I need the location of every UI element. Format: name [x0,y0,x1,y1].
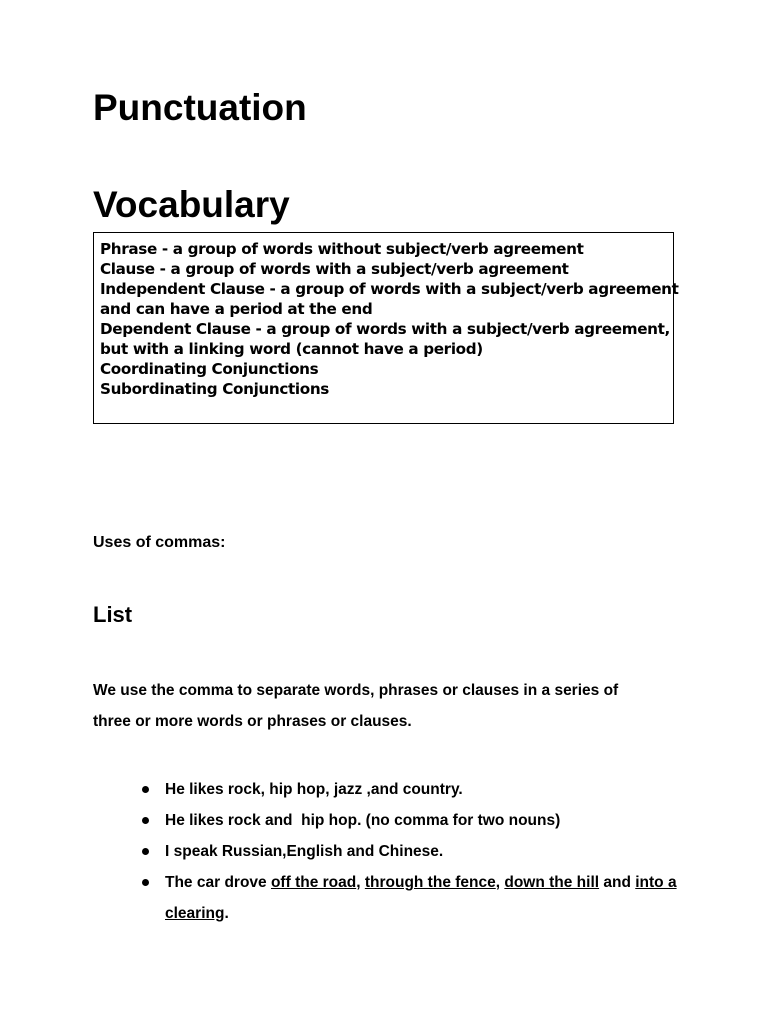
example-text: I speak Russian,English and Chinese. [165,843,444,860]
example-conjunction: and [599,874,636,891]
example-end: . [224,905,229,922]
list-item [138,836,698,867]
example-text: He likes rock, hip hop, jazz ,and country. [165,781,463,798]
commas-label: Uses of commas: [93,534,226,551]
bullet-icon [142,786,149,793]
bullet-icon [142,879,149,886]
vocabulary-line-independent-clause: Independent Clause - a group of words with a subject/verb agreement [100,280,679,298]
examples-list [138,774,698,929]
vocabulary-box [93,232,679,424]
vocabulary-line-clause: Clause - a group of words with a subject/verb agreement [100,260,569,278]
example-text: He likes rock and hip hop. (no comma for two nouns) [165,812,561,829]
list-paragraph [93,675,683,737]
list-paragraph-line: We use the comma to separate words, phrases or clauses in a series of [93,682,619,699]
vocabulary-line-independent-clause-cont: and can have a period at the end [100,300,373,318]
vocabulary-heading: Vocabulary [93,184,290,225]
vocabulary-line-dependent-clause: Dependent Clause - a group of words with a subject/verb agreement, [100,320,670,338]
bullet-icon [142,848,149,855]
page-title: Punctuation [93,87,307,128]
list-heading: List [93,602,133,627]
example-prefix: The car drove [165,874,271,891]
example-phrase: down the hill [504,874,600,891]
list-item [138,867,698,929]
example-separator: , [356,874,365,891]
vocabulary-line-coordinating: Coordinating Conjunctions [100,360,319,378]
list-item [138,805,698,836]
list-paragraph-line: three or more words or phrases or clauses. [93,713,412,730]
example-phrase: through the fence [364,874,496,891]
bullet-icon [142,817,149,824]
example-phrase: into a clearing [165,874,677,922]
list-item [138,774,698,805]
example-phrase: off the road [270,874,357,891]
vocabulary-line-dependent-clause-cont: but with a linking word (cannot have a period) [100,340,483,358]
vocabulary-line-subordinating: Subordinating Conjunctions [100,380,329,398]
vocabulary-line-phrase: Phrase - a group of words without subject/verb agreement [100,240,584,258]
example-separator: , [495,874,505,891]
